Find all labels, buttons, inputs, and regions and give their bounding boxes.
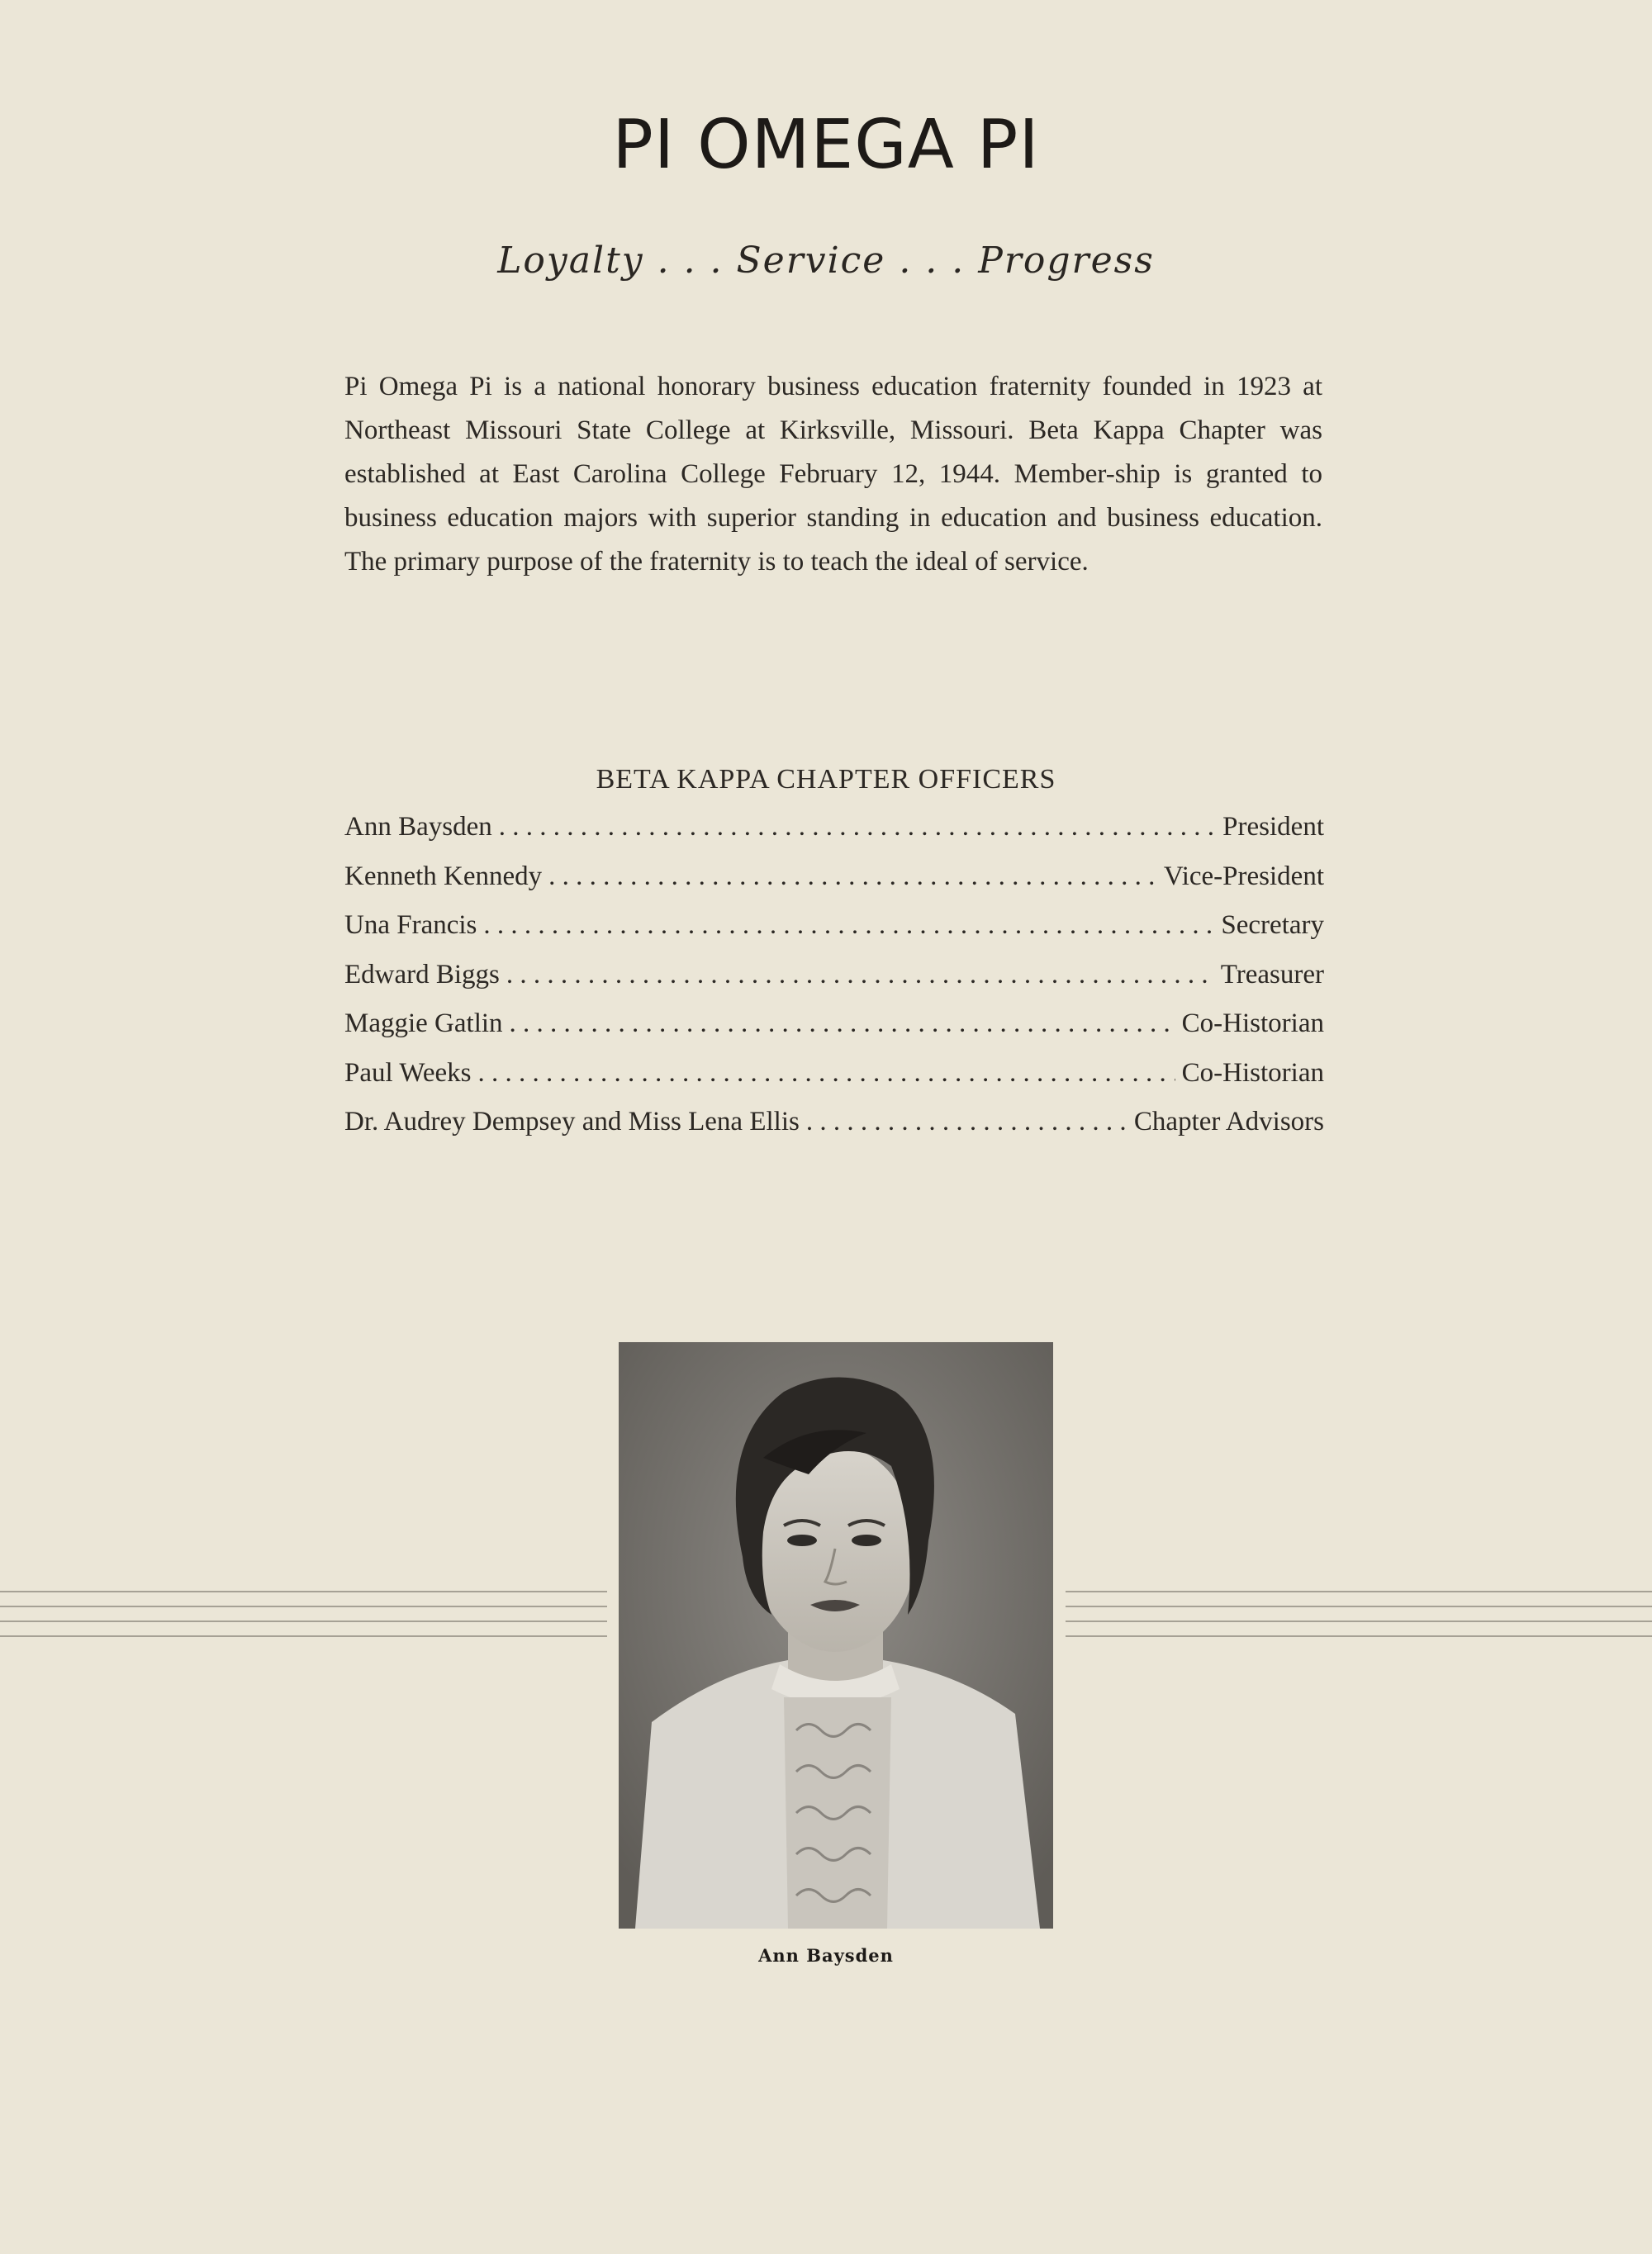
rule-line	[0, 1621, 607, 1622]
officer-row	[344, 1058, 1324, 1108]
dot-leader	[506, 960, 1214, 990]
officer-office: Co-Historian	[1181, 1057, 1324, 1088]
officers-list	[344, 812, 1324, 1156]
officer-office: Co-Historian	[1181, 1008, 1324, 1038]
officer-name: Ann Baysden	[344, 812, 492, 842]
officer-row	[344, 960, 1324, 1009]
officer-row	[344, 1107, 1324, 1156]
officer-name: Paul Weeks	[344, 1057, 472, 1088]
officer-row	[344, 910, 1324, 960]
rule-line	[1066, 1606, 1652, 1607]
officer-row	[344, 1008, 1324, 1058]
dot-leader	[548, 861, 1157, 892]
officer-office: Chapter Advisors	[1133, 1107, 1324, 1136]
rule-line	[1066, 1635, 1652, 1637]
dot-leader	[806, 1107, 1127, 1137]
rule-line	[0, 1606, 607, 1607]
officer-name: Kenneth Kennedy	[344, 861, 543, 891]
officer-office: President	[1222, 812, 1324, 842]
officer-name: Edward Biggs	[344, 959, 500, 989]
officers-heading: BETA KAPPA CHAPTER OFFICERS	[596, 764, 1056, 795]
rule-line	[1066, 1621, 1652, 1622]
rule-line	[0, 1591, 607, 1592]
officer-name: Maggie Gatlin	[344, 1008, 503, 1038]
motto: Loyalty . . . Service . . . Progress	[497, 240, 1155, 282]
dot-leader	[477, 1058, 1175, 1089]
officer-office: Secretary	[1221, 910, 1324, 940]
dot-leader	[510, 1008, 1175, 1039]
officer-name: Una Francis	[344, 910, 477, 940]
dot-leader	[483, 910, 1214, 941]
photo-caption: Ann Baysden	[758, 1945, 894, 1966]
page-title: PI OMEGA PI	[612, 106, 1040, 184]
portrait-photo	[619, 1342, 1053, 1929]
dot-leader	[499, 812, 1216, 842]
decorative-rules-left	[0, 1591, 607, 1650]
intro-paragraph: Pi Omega Pi is a national honorary business education fraternity founded in 1923 at Northeast Missouri State College at Kirksville, Missouri. Beta Kappa Chapter was established at East Carolina College February 12, 1944. Member-ship is granted to business education majors with superior standing in education and business education. The primary purpose of the fraternity is to teach the ideal of service.	[344, 372, 1322, 577]
rule-line	[0, 1635, 607, 1637]
officer-office: Vice-President	[1163, 861, 1324, 891]
decorative-rules-right	[1066, 1591, 1652, 1650]
officer-row	[344, 812, 1324, 861]
officer-office: Treasurer	[1220, 959, 1324, 989]
officer-row	[344, 861, 1324, 911]
portrait-illustration	[619, 1342, 1053, 1929]
officer-name: Dr. Audrey Dempsey and Miss Lena Ellis	[344, 1107, 800, 1136]
rule-line	[1066, 1591, 1652, 1592]
